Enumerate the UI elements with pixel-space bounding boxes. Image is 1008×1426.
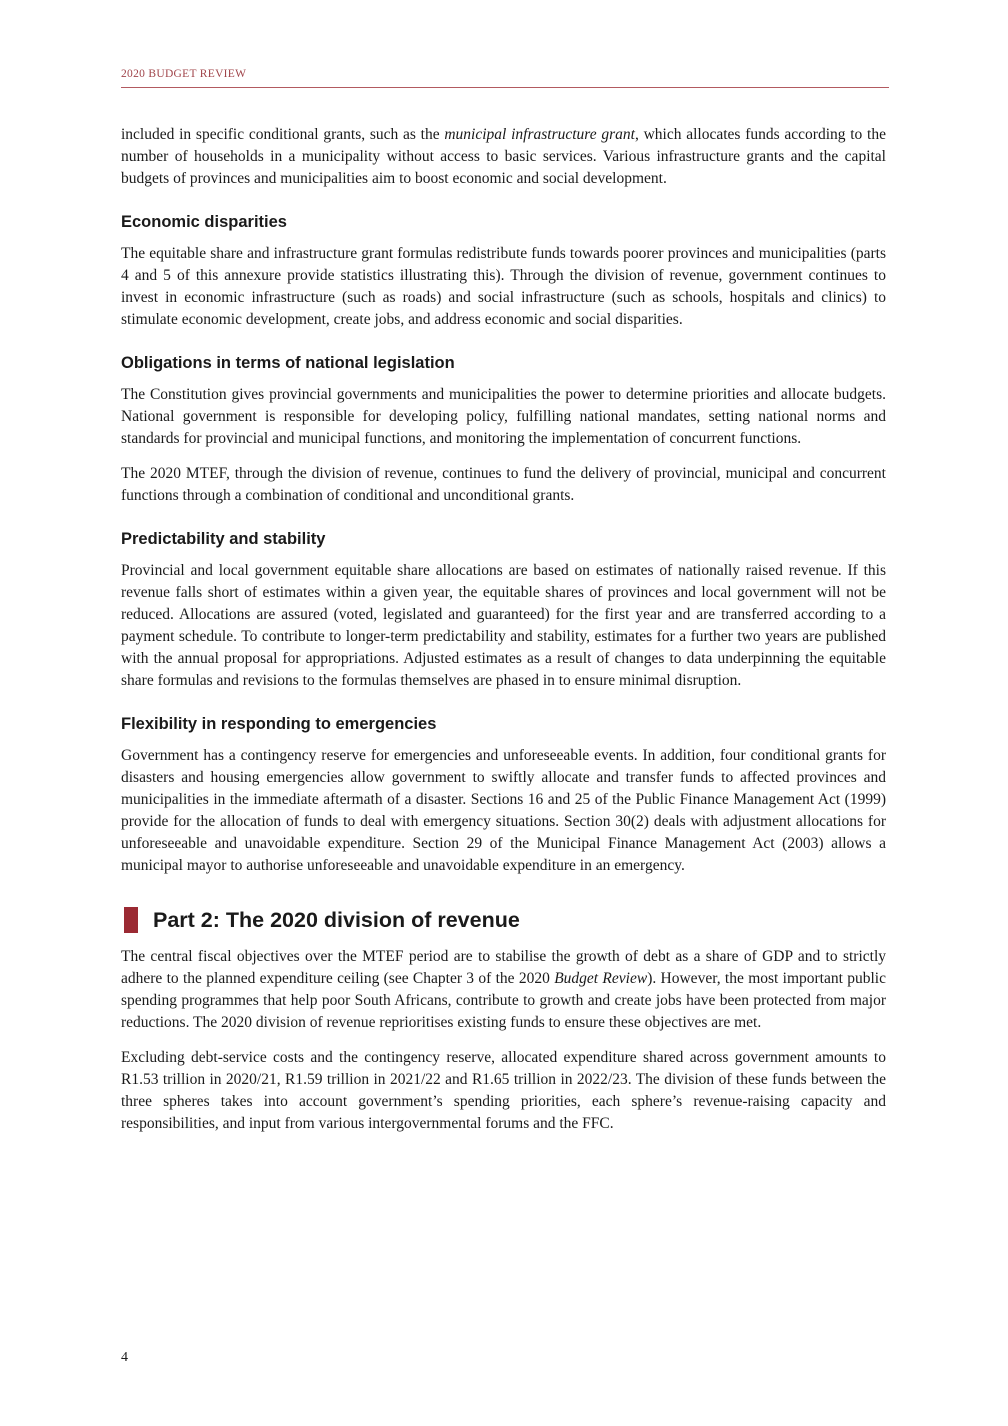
header-divider: [121, 87, 889, 88]
section-marker-block: [124, 907, 138, 933]
part2-title: Part 2: The 2020 division of revenue: [153, 908, 520, 932]
part2-heading: [121, 905, 886, 935]
page-body: [121, 124, 886, 1148]
page-number: 4: [121, 1350, 128, 1365]
heading-flexibility: Flexibility in responding to emergencies: [121, 715, 437, 733]
obligations-paragraph-1: The Constitution gives provincial governments and municipalities the power to determine priorities and allocate budgets. National government is responsible for developing policy, fulfilling national mandates, setting national norms and standards for provincial and municipal functions, and monitoring the implementation of concurrent functions.: [121, 386, 886, 447]
intro-text-end: , which allocates funds according to the number of households in a municipality without access to basic services. Various infrastructure grants and the capital budgets of provinces and municipalities aim to boost economic and social development.: [121, 126, 886, 187]
heading-economic-disparities: Economic disparities: [121, 213, 287, 231]
intro-italic-term: municipal infrastructure grant: [444, 126, 635, 143]
intro-text-start: included in specific conditional grants, such as the: [121, 126, 445, 143]
part2-text-end: ). However, the most important public spending programmes that help poor South Africans, contribute to growth and create jobs have been protected from major reductions. The 2020 division of revenue reprioritises existing funds to ensure these objectives are met.: [121, 970, 886, 1031]
part2-paragraph-1: [121, 946, 886, 1034]
part2-text-start: The central fiscal objectives over the MTEF period are to stabilise the growth of debt as a share of GDP and to strictly adhere to the planned expenditure ceiling (see Chapter 3 of the 2020: [121, 948, 886, 987]
flexibility-paragraph: Government has a contingency reserve for emergencies and unforeseeable events. In addition, four conditional grants for disasters and housing emergencies allow government to swiftly allocate and transfer funds to affected provinces and municipalities in the immediate aftermath of a disaster. Sections 16 and 25 of the Public Finance Management Act (1999) provide for the allocation of funds to deal with emergency situations. Section 30(2) deals with adjustment allocations for unforeseeable and unavoidable expenditure. Section 29 of the Municipal Finance Management Act (2003) allows a municipal mayor to authorise unforeseeable and unavoidable expenditure in an emergency.: [121, 747, 886, 874]
predictability-paragraph: Provincial and local government equitable share allocations are based on estimates of nationally raised revenue. If this revenue falls short of estimates within a given year, the equitable shares of provinces and local government will not be reduced. Allocations are assured (voted, legislated and guaranteed) for the first year and are transferred according to a payment schedule. To contribute to longer-term predictability and stability, estimates for a further two years are published with the annual proposal for appropriations. Adjusted estimates as a result of changes to data underpinning the equitable share formulas and revisions to the formulas themselves are phased in to ensure minimal disruption.: [121, 562, 886, 689]
running-header: 2020 BUDGET REVIEW: [121, 68, 247, 80]
obligations-paragraph-2: The 2020 MTEF, through the division of revenue, continues to fund the delivery of provincial, municipal and concurrent functions through a combination of conditional and unconditional grants.: [121, 465, 886, 504]
heading-predictability: Predictability and stability: [121, 530, 326, 548]
part2-italic-title: Budget Review: [554, 970, 648, 987]
intro-paragraph: [121, 124, 886, 190]
part2-paragraph-2: Excluding debt-service costs and the contingency reserve, allocated expenditure shared across government amounts to R1.53 trillion in 2020/21, R1.59 trillion in 2021/22 and R1.65 trillion in 2022/23. The division of these funds between the three spheres takes into account government’s spending priorities, each sphere’s revenue-raising capacity and responsibilities, and input from various intergovernmental forums and the FFC.: [121, 1049, 886, 1132]
heading-obligations: Obligations in terms of national legislation: [121, 354, 455, 372]
economic-paragraph: The equitable share and infrastructure grant formulas redistribute funds towards poorer provinces and municipalities (parts 4 and 5 of this annexure provide statistics illustrating this). Through the division of revenue, government continues to invest in economic infrastructure (such as roads) and social infrastructure (such as schools, hospitals and clinics) to stimulate economic development, create jobs, and address economic and social disparities.: [121, 245, 886, 328]
